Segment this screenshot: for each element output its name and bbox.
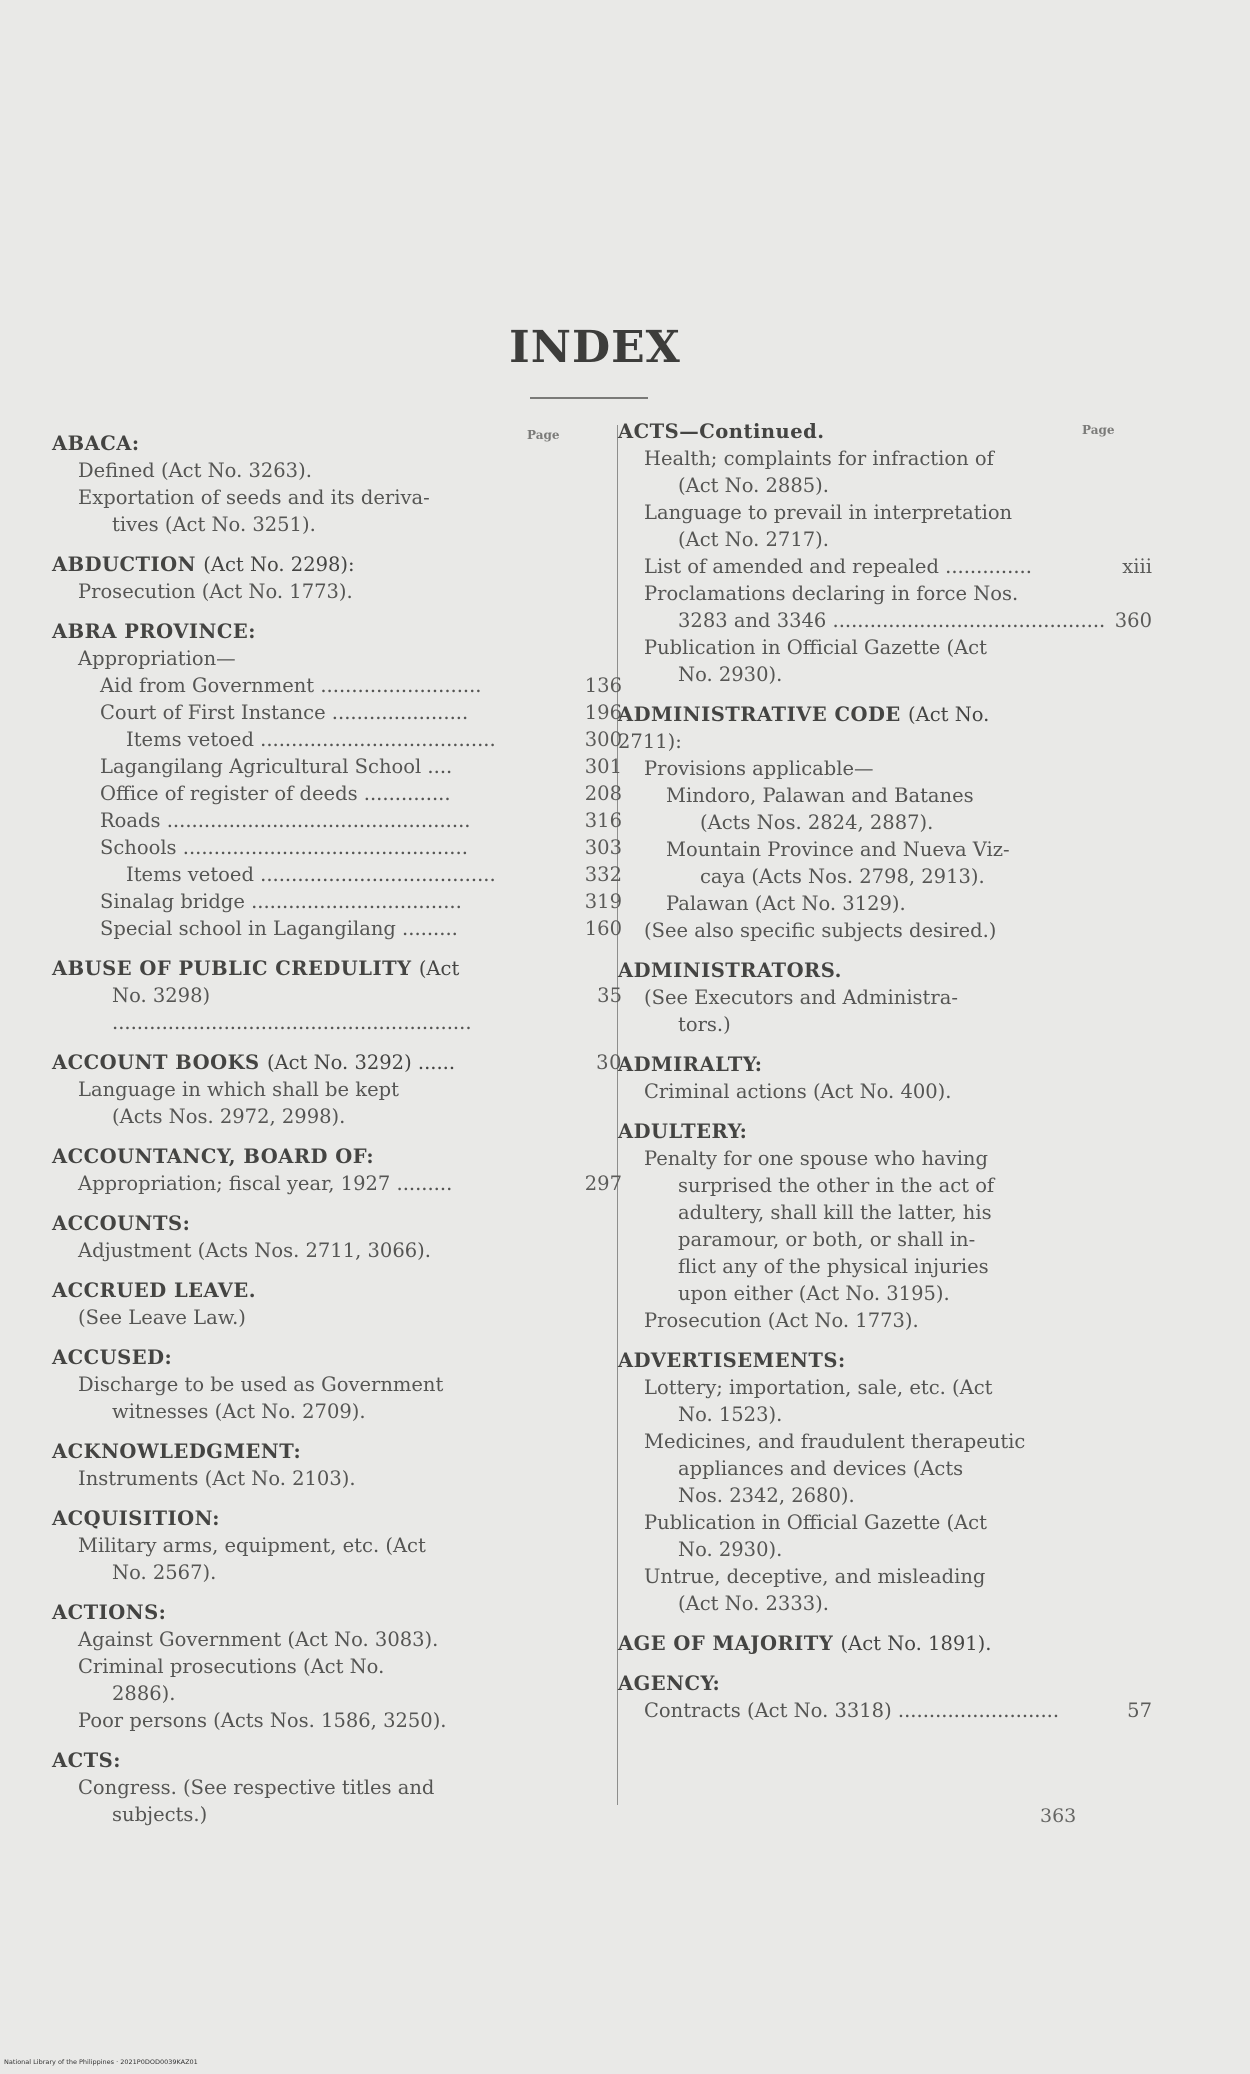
entry-line [52,1237,572,1264]
page-ref: 208 [584,782,622,805]
entry-heading-text: AGE OF MAJORITY [618,1632,834,1655]
entry-line-text: Military arms, equipment, etc. (Act [78,1534,426,1557]
entry-heading-text: ABACA: [52,432,140,455]
entry-heading-text: ACTS: [52,1749,121,1772]
entry-line-text: No. 3298) .......................................................... [112,984,472,1034]
entry-line-text: upon either (Act No. 3195). [678,1282,950,1305]
entry-heading-text: ACKNOWLEDGMENT: [52,1440,302,1463]
title-rule [530,397,648,399]
entry-line-text: Schools .............................................. [100,836,468,859]
entry-line-text: Instruments (Act No. 2103). [78,1467,356,1490]
entry-line [52,1304,572,1331]
entry-line-text: paramour, or both, or shall in- [678,1228,976,1251]
entry-line [52,1076,572,1103]
entry-line-text: Language to prevail in interpretation [644,501,1013,524]
entry-heading [52,618,572,645]
entry-heading [52,1277,572,1304]
entry-line [618,472,1138,499]
entry-line-text: Prosecution (Act No. 1773). [78,580,353,603]
entry-heading [52,551,572,578]
entry-line-text: Items vetoed ...................................... [126,863,496,886]
entry-line-text: Appropriation— [78,647,236,670]
entry-line [52,1653,572,1680]
entry-heading-note: (Act No. 3292) ...... [266,1051,456,1074]
index-entry [52,1344,572,1425]
entry-heading-text: ADMINISTRATORS. [618,959,842,982]
entry-heading [618,1347,1138,1374]
entry-heading [52,1049,622,1076]
index-entry [52,551,572,605]
entry-line-text: flict any of the physical injuries [678,1255,989,1278]
entry-heading-note: (Act No. 1891). [840,1632,992,1655]
entry-line [618,499,1138,526]
entry-line [618,1011,1138,1038]
page-ref: 297 [584,1172,622,1195]
entry-line [52,1170,622,1197]
entry-heading [618,1670,1138,1697]
entry-line-text: caya (Acts Nos. 2798, 2913). [700,865,985,888]
entry-line [52,753,622,780]
entry-line [618,445,1138,472]
entry-line [52,1465,572,1492]
page-ref: 303 [584,836,622,859]
index-entry [52,955,622,1036]
page-ref: 196 [584,701,622,724]
entry-line-text: Publication in Official Gazette (Act [644,636,987,659]
entry-line [52,1559,572,1586]
entry-line-text: No. 1523). [678,1403,783,1426]
entry-line [618,553,1152,580]
entry-line [618,580,1138,607]
entry-heading-text: ACTS—Continued. [618,420,825,443]
entry-heading [52,1599,572,1626]
entry-heading [52,1143,572,1170]
page-ref: 319 [584,890,622,913]
index-entry [618,957,1138,1038]
entry-line-text: Medicines, and fraudulent therapeutic [644,1430,1026,1453]
index-entry [52,1143,622,1197]
page-ref: 300 [584,728,622,751]
entry-heading-text: ACQUISITION: [52,1507,220,1530]
entry-line-text: Contracts (Act No. 3318) .......................... [644,1699,1060,1722]
entry-heading-note: (Act No. 2298): [203,553,355,576]
entry-line-text: surprised the other in the act of [678,1174,995,1197]
entry-line-text: (See Executors and Administra- [644,986,958,1009]
entry-heading [618,1051,1138,1078]
entry-line-text: Criminal prosecutions (Act No. [78,1655,385,1678]
entry-line [618,728,1138,755]
entry-line [52,1680,572,1707]
entry-line [618,1078,1138,1105]
entry-heading [618,957,1138,984]
entry-line [52,1103,572,1130]
entry-line [52,1532,572,1559]
entry-line [52,1398,572,1425]
entry-line [52,1707,572,1734]
entry-heading-note: (Act No. [908,703,990,726]
entry-line [618,755,1138,782]
entry-line-text: Exportation of seeds and its deriva- [78,486,430,509]
entry-heading [618,701,1138,728]
index-entry [52,430,572,538]
entry-line [52,1801,572,1828]
entry-line-text: Health; complaints for infraction of [644,447,994,470]
page-ref: 136 [584,674,622,697]
page-ref: 35 [597,984,622,1007]
entry-line [618,1482,1138,1509]
entry-heading-text: ABDUCTION [52,553,196,576]
entry-line [618,526,1138,553]
entry-line [52,457,572,484]
entry-line [618,661,1138,688]
entry-line-text: Items vetoed ...................................... [126,728,496,751]
entry-line [618,1536,1138,1563]
entry-line-text: Prosecution (Act No. 1773). [644,1309,919,1332]
index-entry [52,1049,622,1130]
entry-line [52,645,572,672]
index-entry [52,618,622,942]
entry-line-text: Provisions applicable— [644,757,874,780]
entry-line-text: 3283 and 3346 ............................................ [678,609,1106,632]
entry-line [618,1226,1138,1253]
entry-line-text: (Act No. 2717). [678,528,829,551]
entry-line [52,888,622,915]
entry-line [618,1253,1138,1280]
entry-line-text: Discharge to be used as Government [78,1373,444,1396]
index-column-left [52,430,622,1841]
entry-line-text: appliances and devices (Acts [678,1457,964,1480]
entry-line [618,1172,1138,1199]
entry-line-text: Aid from Government .......................... [100,674,482,697]
index-entry [52,1505,572,1586]
entry-line-text: Language in which shall be kept [78,1078,399,1101]
entry-line [52,672,622,699]
entry-line-text: No. 2930). [678,663,783,686]
entry-heading-text: ACTIONS: [52,1601,167,1624]
page-ref: 160 [584,917,622,940]
entry-line-text: Nos. 2342, 2680). [678,1484,855,1507]
entry-line-text: Lagangilang Agricultural School .... [100,755,453,778]
entry-heading [618,1630,1138,1657]
entry-heading-text: ACCRUED LEAVE. [52,1279,257,1302]
entry-heading [52,430,572,457]
entry-heading-text: ADMINISTRATIVE CODE [618,703,901,726]
entry-line-text: No. 2567). [112,1561,217,1584]
entry-line-text: Special school in Lagangilang ......... [100,917,458,940]
entry-line-text: No. 2930). [678,1538,783,1561]
entry-line-text: Congress. (See respective titles and [78,1776,435,1799]
entry-line-text: Adjustment (Acts Nos. 2711, 3066). [78,1239,431,1262]
entry-line [52,1774,572,1801]
entry-line [52,780,622,807]
entry-line [52,807,622,834]
entry-heading-text: AGENCY: [618,1672,721,1695]
page-label-right: Page [1082,423,1115,437]
page-ref: 332 [584,863,622,886]
index-entry [52,1747,572,1828]
page-ref: 360 [1114,609,1152,632]
page-ref: 30 [596,1051,622,1074]
index-entry [52,1277,572,1331]
entry-line [52,578,572,605]
entry-line [618,1428,1138,1455]
entry-line-text: Appropriation; fiscal year, 1927 ......... [78,1172,453,1195]
entry-line [52,982,622,1036]
entry-line-text: Proclamations declaring in force Nos. [644,582,1019,605]
entry-line-text: adultery, shall kill the latter, his [678,1201,992,1224]
entry-line-text: Penalty for one spouse who having [644,1147,988,1170]
entry-line [618,1374,1138,1401]
entry-line-text: tors.) [678,1013,731,1036]
entry-line [52,1626,572,1653]
entry-line-text: Poor persons (Acts Nos. 1586, 3250). [78,1709,447,1732]
page-ref: xiii [1122,555,1152,578]
entry-line [618,1401,1138,1428]
entry-line [52,861,622,888]
entry-line [618,863,1138,890]
entry-line-text: Mindoro, Palawan and Batanes [666,784,974,807]
page-number: 363 [1040,1805,1077,1827]
entry-line-text: Office of register of deeds .............. [100,782,451,805]
page-ref: 57 [1127,1699,1152,1722]
entry-line [52,484,572,511]
entry-heading [618,1118,1138,1145]
entry-heading [52,1505,572,1532]
entry-heading [52,1747,572,1774]
entry-line-text: (Act No. 2885). [678,474,829,497]
entry-line [618,782,1138,809]
index-entry [52,1438,572,1492]
index-entry [52,1210,572,1264]
entry-line-text: Sinalag bridge .................................. [100,890,462,913]
entry-heading [52,955,572,982]
entry-line-text: 2711): [618,730,682,753]
page-label-left: Page [527,428,560,442]
entry-line-text: Court of First Instance ...................... [100,701,469,724]
entry-line-text: Palawan (Act No. 3129). [666,892,906,915]
entry-heading [52,1344,572,1371]
entry-line-text: Defined (Act No. 3263). [78,459,312,482]
entry-line [618,607,1152,634]
entry-line [618,917,1138,944]
entry-line [52,699,622,726]
entry-line-text: 2886). [112,1682,176,1705]
entry-line-text: Against Government (Act No. 3083). [78,1628,439,1651]
page-ref: 316 [584,809,622,832]
entry-line-text: Criminal actions (Act No. 400). [644,1080,952,1103]
entry-line [618,1307,1138,1334]
entry-line-text: Publication in Official Gazette (Act [644,1511,987,1534]
entry-line-text: tives (Act No. 3251). [112,513,316,536]
index-entry [618,1630,1138,1657]
entry-line-text: Mountain Province and Nueva Viz- [666,838,1010,861]
page-title: INDEX [509,322,681,373]
index-entry [618,1051,1138,1105]
entry-line [618,836,1138,863]
index-entry [52,1599,572,1734]
entry-heading-text: ACCOUNT BOOKS [52,1051,260,1074]
page-ref: 301 [584,755,622,778]
entry-line [618,1697,1152,1724]
index-entry [618,1347,1138,1617]
entry-line [618,1199,1138,1226]
entry-heading-text: ADMIRALTY: [618,1053,763,1076]
entry-line [618,809,1138,836]
index-entry [618,1118,1138,1334]
entry-heading-text: ACCOUNTANCY, BOARD OF: [52,1145,375,1168]
index-entry [618,418,1152,688]
entry-heading-text: ADVERTISEMENTS: [618,1349,846,1372]
entry-heading [52,1438,572,1465]
entry-line [618,1563,1138,1590]
entry-line [618,1280,1138,1307]
entry-line [52,726,622,753]
entry-line-text: (Acts Nos. 2824, 2887). [700,811,934,834]
index-column-right [618,418,1152,1737]
entry-line-text: (See Leave Law.) [78,1306,246,1329]
entry-heading-note: (Act [418,957,460,980]
entry-heading-text: ADULTERY: [618,1120,748,1143]
entry-heading-text: ABUSE OF PUBLIC CREDULITY [52,957,412,980]
entry-line-text: List of amended and repealed .............. [644,555,1032,578]
footer-note: National Library of the Philippines · 2021P0DOD0039KAZ01 [4,2058,198,2066]
entry-line [618,890,1138,917]
entry-line [618,1509,1138,1536]
entry-line-text: (Act No. 2333). [678,1592,829,1615]
entry-heading-text: ABRA PROVINCE: [52,620,256,643]
entry-heading [618,418,1138,445]
entry-line [618,984,1138,1011]
entry-line [618,634,1138,661]
entry-line [618,1145,1138,1172]
entry-line-text: Untrue, deceptive, and misleading [644,1565,986,1588]
index-entry [618,1670,1152,1724]
entry-line [52,915,622,942]
entry-line [52,511,572,538]
entry-line-text: (See also specific subjects desired.) [644,919,997,942]
entry-line-text: Lottery; importation, sale, etc. (Act [644,1376,993,1399]
entry-heading-text: ACCUSED: [52,1346,173,1369]
entry-line-text: Roads ................................................. [100,809,471,832]
entry-line [618,1590,1138,1617]
entry-heading-text: ACCOUNTS: [52,1212,191,1235]
entry-line-text: witnesses (Act No. 2709). [112,1400,366,1423]
entry-heading [52,1210,572,1237]
entry-line-text: (Acts Nos. 2972, 2998). [112,1105,346,1128]
entry-line [52,834,622,861]
index-entry [618,701,1138,944]
entry-line [618,1455,1138,1482]
entry-line [52,1371,572,1398]
entry-line-text: subjects.) [112,1803,208,1826]
